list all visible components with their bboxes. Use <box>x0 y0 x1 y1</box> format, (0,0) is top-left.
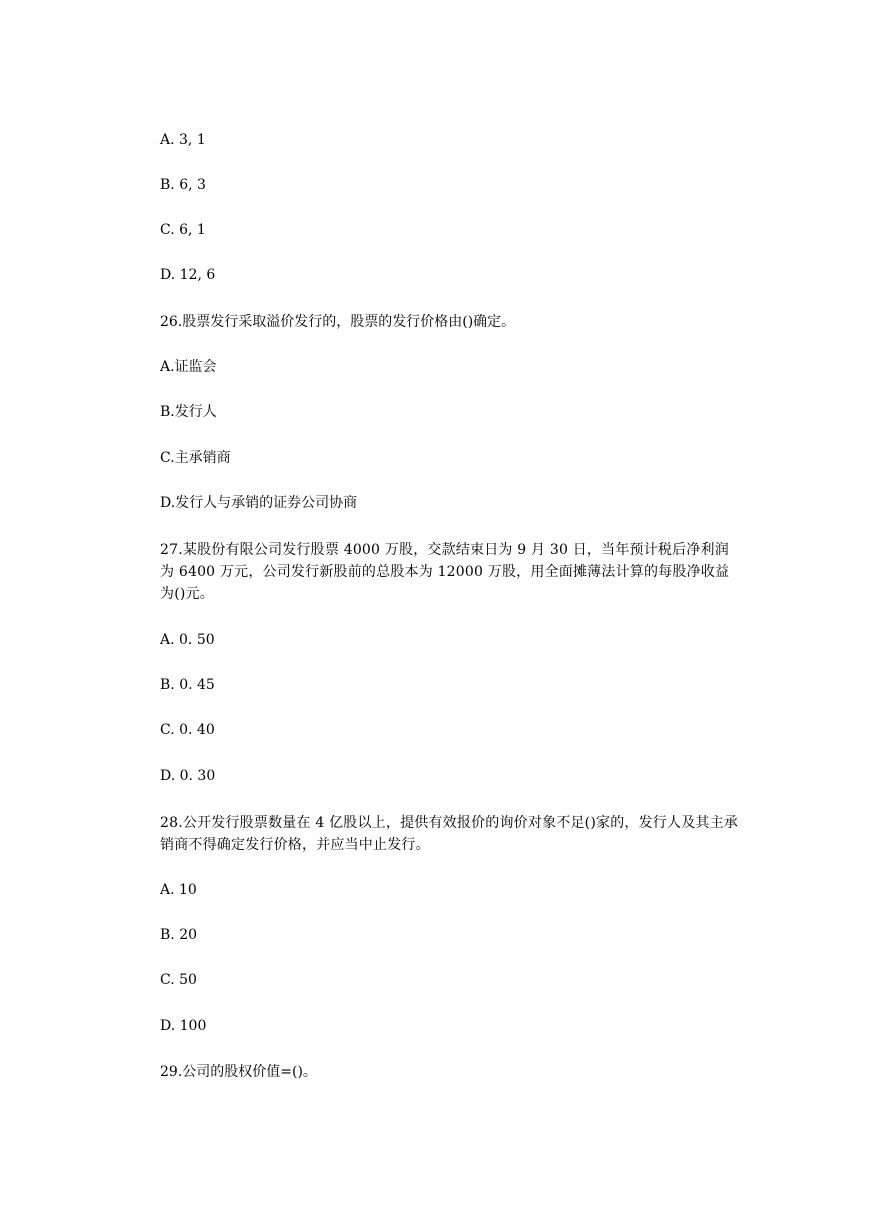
q25-option-a: A. 3, 1 <box>160 132 206 148</box>
q27-option-d: D. 0. 30 <box>160 768 216 784</box>
q25-option-c: C. 6, 1 <box>160 222 206 238</box>
q28-option-a: A. 10 <box>160 882 197 898</box>
q28-option-c: C. 50 <box>160 972 197 988</box>
q27-stem: 27.某股份有限公司发行股票 4000 万股，交款结束日为 9 月 30 日，当年预计税后净利润为 6400 万元，公司发行新股前的总股本为 12000 万股，用全面摊薄法计算的每股净收益为()元。 <box>160 542 730 602</box>
q26-stem: 26.股票发行采取溢价发行的，股票的发行价格由()确定。 <box>160 314 516 330</box>
q27-option-b: B. 0. 45 <box>160 677 215 693</box>
q29-stem: 29.公司的股权价值=()。 <box>160 1064 317 1080</box>
q28-stem: 28.公开发行股票数量在 4 亿股以上，提供有效报价的询价对象不足()家的，发行人及其主承销商不得确定发行价格，并应当中止发行。 <box>160 815 738 853</box>
q26-option-a: A.证监会 <box>160 359 217 375</box>
q26-option-d: D.发行人与承销的证券公司协商 <box>160 495 358 511</box>
q25-option-d: D. 12, 6 <box>160 267 216 283</box>
q28-option-b: B. 20 <box>160 927 198 943</box>
q28-option-d: D. 100 <box>160 1018 207 1034</box>
q26-option-b: B.发行人 <box>160 404 217 420</box>
q26-option-c: C.主承销商 <box>160 450 231 466</box>
q27-option-a: A. 0. 50 <box>160 632 215 648</box>
q27-option-c: C. 0. 40 <box>160 722 215 738</box>
q25-option-b: B. 6, 3 <box>160 177 206 193</box>
